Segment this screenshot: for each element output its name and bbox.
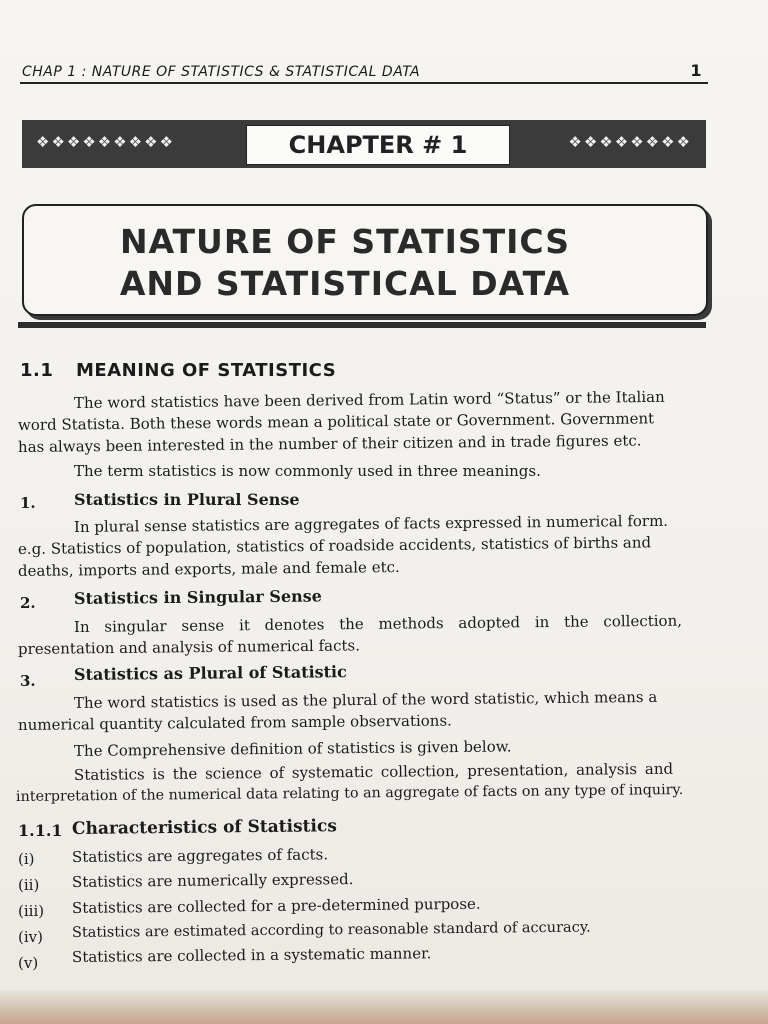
item-1-heading: Statistics in Plural Sense bbox=[74, 490, 300, 509]
list-item-2: Statistics are numerically expressed. bbox=[71, 870, 354, 891]
para1-line-3: has always been interested in the number of their citizen and in trade figures etc. bbox=[17, 431, 642, 456]
item-3-number: 3. bbox=[20, 672, 36, 690]
chapter-banner bbox=[22, 120, 706, 168]
chapter-title-line-2: AND STATISTICAL DATA bbox=[119, 264, 571, 303]
section-1-1-number: 1.1 bbox=[20, 360, 54, 381]
para1-line-2: word Statista. Both these words mean a political state or Government. Government bbox=[17, 409, 655, 434]
item-2-line-1: In singular sense it denotes the methods adopted in the collection, bbox=[73, 611, 683, 636]
section-1-1-heading: MEANING OF STATISTICS bbox=[76, 360, 337, 381]
item-1-number: 1. bbox=[20, 494, 36, 512]
list-mark-2: (ii) bbox=[18, 876, 40, 894]
list-item-3: Statistics are collected for a pre-determined purpose. bbox=[71, 894, 481, 917]
running-title: CHAP 1 : NATURE OF STATISTICS & STATISTICAL DATA bbox=[22, 64, 421, 80]
list-item-4: Statistics are estimated according to reasonable standard of accuracy. bbox=[71, 919, 591, 941]
item-2-number: 2. bbox=[20, 594, 36, 612]
chapter-title-box bbox=[22, 204, 708, 316]
item-3-line-2: numerical quantity calculated from sample observations. bbox=[17, 711, 452, 734]
chapter-label: CHAPTER # 1 bbox=[246, 125, 510, 165]
divider-bar bbox=[18, 322, 706, 328]
para3: The Comprehensive definition of statistics is given below. bbox=[73, 737, 512, 760]
section-1-1-1-number: 1.1.1 bbox=[18, 821, 63, 840]
item-1-line-1: In plural sense statistics are aggregates of facts expressed in numerical form. bbox=[73, 511, 669, 536]
list-mark-3: (iii) bbox=[18, 902, 45, 920]
list-mark-5: (v) bbox=[18, 954, 39, 972]
para2: The term statistics is now commonly used in three meanings. bbox=[74, 462, 541, 480]
page-number: 1 bbox=[690, 61, 702, 80]
running-header bbox=[20, 58, 708, 84]
ornament-right: ❖❖❖❖❖❖❖❖ bbox=[568, 133, 692, 151]
list-item-5: Statistics are collected in a systematic manner. bbox=[71, 944, 432, 966]
list-mark-4: (iv) bbox=[18, 928, 43, 946]
item-2-heading: Statistics in Singular Sense bbox=[73, 586, 323, 608]
section-1-1-1-heading: Characteristics of Statistics bbox=[71, 816, 337, 839]
item-1-line-2: e.g. Statistics of population, statistics of roadside accidents, statistics of births and bbox=[17, 533, 652, 558]
list-mark-1: (i) bbox=[18, 850, 35, 868]
para4-line-2: interpretation of the numerical data relating to an aggregate of facts on any type of inquiry. bbox=[15, 782, 684, 805]
para1-line-1: The word statistics have been derived from Latin word “Status” or the Italian bbox=[73, 387, 665, 412]
item-1-line-3: deaths, imports and exports, male and female etc. bbox=[17, 558, 400, 580]
ornament-left: ❖❖❖❖❖❖❖❖❖ bbox=[36, 133, 176, 151]
chapter-title-line-1: NATURE OF STATISTICS bbox=[119, 222, 571, 261]
item-2-line-2: presentation and analysis of numerical facts. bbox=[17, 636, 361, 658]
item-3-line-1: The word statistics is used as the plural of the word statistic, which means a bbox=[73, 687, 658, 712]
item-3-heading: Statistics as Plural of Statistic bbox=[73, 662, 347, 684]
page-bottom-edge bbox=[0, 990, 768, 1024]
para4-line-1: Statistics is the science of systematic collection, presentation, analysis and bbox=[73, 759, 674, 784]
list-item-1: Statistics are aggregates of facts. bbox=[71, 845, 329, 866]
